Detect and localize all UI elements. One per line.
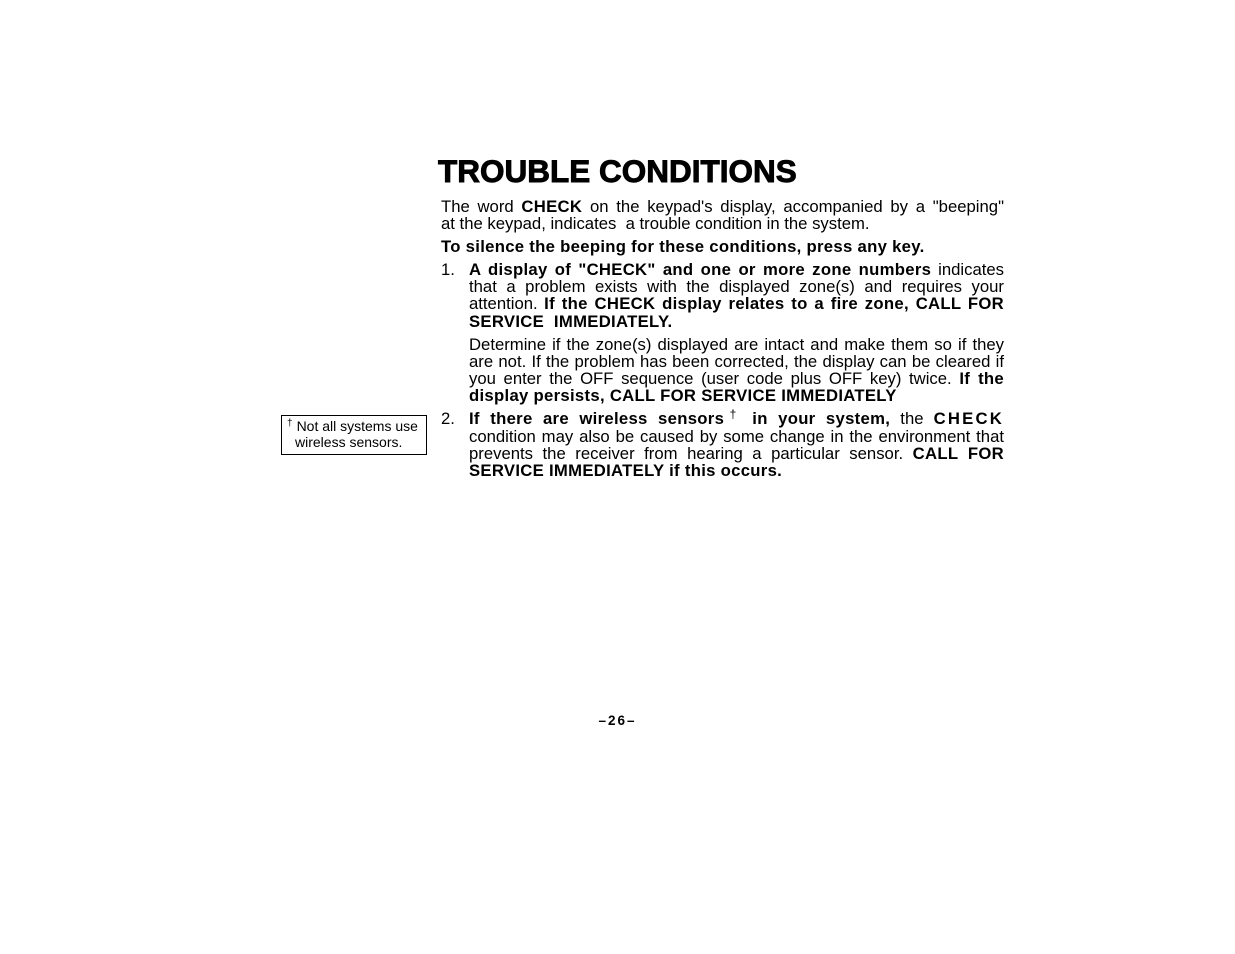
sidenote-line-1 — [287, 418, 426, 434]
item-1-p2-line-1 — [469, 336, 1004, 353]
list-item-number: 2. — [441, 409, 455, 429]
dagger-footnote-marker: † — [724, 407, 742, 422]
intro-line-2 — [441, 215, 1004, 232]
item-2-p1-line-4 — [469, 462, 1004, 479]
silence-instruction: To silence the beeping for these conditions, press any key. — [441, 237, 925, 257]
text-run: prevents the receiver from hearing a particular sensor. — [469, 443, 913, 463]
sidenote-line-2 — [287, 434, 426, 450]
check-keyword: CHECK — [521, 197, 583, 216]
text-run: the — [890, 409, 934, 429]
persist-warning-end: display persists, CALL FOR SERVICE IMMEDIATELY — [469, 386, 897, 406]
list-item-1 — [441, 261, 1004, 410]
text-run: indicates — [931, 259, 1004, 279]
list-item-2 — [441, 407, 1004, 485]
dagger-footnote-marker: † — [287, 418, 293, 429]
item-1-p2-line-4 — [469, 387, 1004, 404]
item-1-p1-line-4 — [469, 313, 1004, 330]
text-run: condition may also be caused by some change in the environment that — [469, 426, 1004, 446]
page-title: TROUBLE CONDITIONS — [438, 153, 797, 189]
silence-instruction-line — [441, 238, 1004, 255]
list-item-body — [469, 261, 1004, 410]
persist-warning: If the — [959, 369, 1004, 389]
list-item-number: 1. — [441, 259, 455, 279]
item-1-p1-line-1 — [469, 261, 1004, 278]
intro-paragraph — [441, 198, 1004, 233]
main-text-column — [441, 198, 1004, 485]
sidenote-box — [281, 415, 427, 455]
item-2-p1-line-1 — [469, 407, 1004, 429]
item-1-p1-line-3 — [469, 295, 1004, 312]
item-1-paragraph-1 — [469, 261, 1004, 330]
item-1-p1-line-2 — [469, 278, 1004, 295]
text-run: are not. If the problem has been corrected, the display can be cleared if — [469, 351, 1004, 371]
call-service-warning-end: SERVICE IMMEDIATELY if this occurs. — [469, 461, 783, 481]
item-2-p1-line-2 — [469, 428, 1004, 445]
intro-text-continued: at the keypad, indicates a trouble condition in the system. — [441, 214, 870, 234]
item-2-paragraph-1 — [469, 407, 1004, 481]
sidenote-text: wireless sensors. — [295, 434, 403, 450]
text-run: that a problem exists with the displayed zone(s) and requires your — [469, 277, 1004, 297]
text-run: you enter the OFF sequence (user code plus OFF key) twice. — [469, 369, 960, 389]
text-run: attention. — [469, 294, 545, 314]
fire-zone-warning-end: SERVICE IMMEDIATELY. — [469, 311, 673, 331]
intro-line-1 — [441, 198, 1004, 215]
item-1-paragraph-2 — [469, 336, 1004, 405]
item-1-p2-line-3 — [469, 370, 1004, 387]
silence-instruction-paragraph — [441, 238, 1004, 255]
wireless-sensors-heading-end: in your system, — [741, 409, 891, 429]
page-number: –26– — [598, 713, 637, 728]
fire-zone-warning: If the CHECK display relates to a fire zone, CALL FOR — [544, 294, 1005, 314]
check-keyword: CHECK — [933, 409, 1004, 429]
intro-text-start: The word — [441, 197, 522, 216]
check-display-heading: A display of "CHECK" and one or more zone numbers — [469, 259, 932, 279]
wireless-sensors-heading: If there are wireless sensors — [469, 409, 725, 429]
item-2-p1-line-3 — [469, 445, 1004, 462]
list-item-body — [469, 407, 1004, 485]
intro-text-end: on the keypad's display, accompanied by a "beeping" — [582, 197, 1004, 216]
item-1-p2-line-2 — [469, 353, 1004, 370]
call-service-warning: CALL FOR — [912, 443, 1004, 463]
text-run: Determine if the zone(s) displayed are intact and make them so if they — [469, 334, 1004, 354]
sidenote-text: Not all systems use — [296, 418, 418, 434]
